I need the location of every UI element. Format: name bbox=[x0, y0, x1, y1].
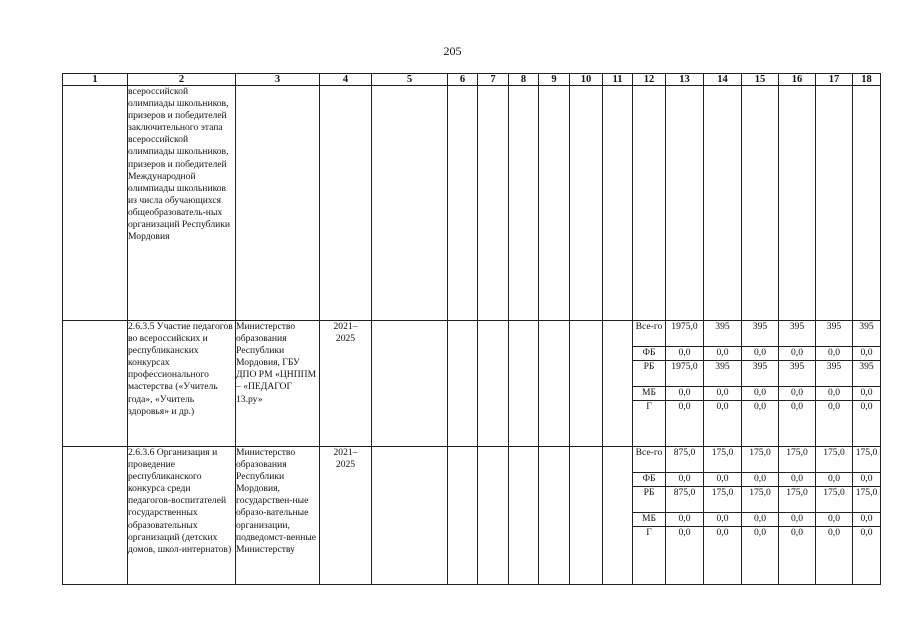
funding-value: 0,0 bbox=[816, 513, 852, 527]
col-header: 4 bbox=[320, 74, 372, 86]
funding-value: 175,0 bbox=[704, 447, 741, 473]
funding-value: 0,0 bbox=[704, 473, 741, 487]
period bbox=[320, 321, 372, 447]
funding-total bbox=[666, 321, 704, 447]
funding-source-label: ФБ bbox=[633, 473, 665, 487]
funding-value: 0,0 bbox=[754, 401, 766, 412]
col-header: 5 bbox=[372, 74, 448, 86]
funding-value: 0,0 bbox=[666, 473, 703, 487]
funding-year bbox=[853, 447, 881, 585]
period-start: 2021– bbox=[333, 447, 358, 458]
funding-value: 0,0 bbox=[678, 527, 691, 538]
funding-value: 875,0 bbox=[666, 487, 703, 513]
funding-value: 175,0 bbox=[816, 447, 852, 473]
funding-source-label: МБ bbox=[633, 513, 665, 527]
funding-value: 0,0 bbox=[704, 513, 741, 527]
funding-value: 0,0 bbox=[828, 527, 840, 538]
funding-year bbox=[853, 321, 881, 447]
funding-source-label: МБ bbox=[633, 387, 665, 401]
col-header: 15 bbox=[742, 74, 779, 86]
funding-value: 0,0 bbox=[704, 387, 741, 401]
funding-year bbox=[816, 321, 853, 447]
page-number: 205 bbox=[443, 44, 462, 58]
funding-value: 175,0 bbox=[779, 487, 815, 513]
funding-value: 0,0 bbox=[716, 401, 729, 412]
funding-source-label: РБ bbox=[633, 361, 665, 387]
funding-value: 0,0 bbox=[742, 473, 778, 487]
col-header: 6 bbox=[448, 74, 478, 86]
funding-year bbox=[742, 447, 779, 585]
funding-value: 0,0 bbox=[860, 401, 873, 412]
funding-value: 0,0 bbox=[853, 513, 880, 527]
funding-value: 0,0 bbox=[853, 473, 880, 487]
funding-value: 395 bbox=[853, 321, 880, 347]
funding-value: 395 bbox=[779, 321, 815, 347]
funding-source-label: РБ bbox=[633, 487, 665, 513]
col-header: 9 bbox=[539, 74, 570, 86]
funding-value: 0,0 bbox=[779, 347, 815, 361]
funding-value: 175,0 bbox=[742, 447, 778, 473]
funding-value: 0,0 bbox=[666, 387, 703, 401]
funding-value: 0,0 bbox=[678, 401, 691, 412]
funding-year bbox=[704, 447, 742, 585]
executor: Министерство образования Республики Мордовия, ГБУ ДПО РМ «ЦНППМ – «ПЕДАГОГ 13.ру» bbox=[236, 321, 320, 447]
funding-year bbox=[742, 321, 779, 447]
funding-value: 0,0 bbox=[666, 513, 703, 527]
executor: Министерство образования Республики Мордовия, государствен-ные образо-вательные организации, подведомст-венные Министерству bbox=[236, 447, 320, 585]
funding-value: 0,0 bbox=[816, 387, 852, 401]
period-start: 2021– bbox=[333, 321, 358, 332]
funding-value: 0,0 bbox=[742, 513, 778, 527]
funding-value: 395 bbox=[704, 321, 741, 347]
col-header: 7 bbox=[478, 74, 509, 86]
col-header: 1 bbox=[63, 74, 128, 86]
funding-sources bbox=[633, 447, 666, 585]
period-end: 2025 bbox=[335, 459, 356, 471]
funding-value: 1975,0 bbox=[666, 361, 703, 387]
funding-source-label: Г bbox=[646, 401, 652, 412]
funding-value: 875,0 bbox=[666, 447, 703, 473]
period-end: 2025 bbox=[335, 333, 356, 345]
funding-value: 395 bbox=[742, 361, 778, 387]
table-row bbox=[63, 321, 881, 447]
funding-value: 0,0 bbox=[853, 387, 880, 401]
funding-year bbox=[779, 321, 816, 447]
funding-value: 0,0 bbox=[828, 401, 840, 412]
funding-value: 0,0 bbox=[860, 527, 873, 538]
funding-value: 395 bbox=[816, 321, 852, 347]
funding-value: 395 bbox=[779, 361, 815, 387]
funding-value: 0,0 bbox=[742, 387, 778, 401]
activity-name: 2.6.3.5 Участие педагогов во всероссийских и республиканских конкурсах профессионального мастерства («Учитель года», «Учитель здоровья» и др.) bbox=[128, 321, 236, 447]
funding-value: 0,0 bbox=[716, 527, 729, 538]
funding-value: 0,0 bbox=[853, 347, 880, 361]
col-header: 14 bbox=[704, 74, 742, 86]
funding-value: 0,0 bbox=[791, 527, 803, 538]
table-row bbox=[63, 447, 881, 585]
funding-value: 0,0 bbox=[666, 347, 703, 361]
col-header: 16 bbox=[779, 74, 816, 86]
col-header: 10 bbox=[570, 74, 603, 86]
funding-value: 395 bbox=[742, 321, 778, 347]
funding-value: 175,0 bbox=[853, 487, 880, 513]
funding-value: 175,0 bbox=[779, 447, 815, 473]
funding-value: 0,0 bbox=[816, 347, 852, 361]
funding-value: 0,0 bbox=[779, 387, 815, 401]
funding-year bbox=[816, 447, 853, 585]
funding-sources bbox=[633, 321, 666, 447]
funding-value: 175,0 bbox=[816, 487, 852, 513]
funding-source-label: ФБ bbox=[633, 347, 665, 361]
table-row-continued bbox=[63, 86, 881, 321]
period bbox=[320, 447, 372, 585]
funding-total bbox=[666, 447, 704, 585]
funding-value: 0,0 bbox=[742, 347, 778, 361]
funding-value: 0,0 bbox=[791, 401, 803, 412]
funding-value: 175,0 bbox=[853, 447, 880, 473]
col-header: 2 bbox=[128, 74, 236, 86]
funding-value: 0,0 bbox=[779, 513, 815, 527]
program-table bbox=[62, 73, 881, 585]
col-header: 11 bbox=[603, 74, 633, 86]
activity-name: 2.6.3.6 Организация и проведение республиканского конкурса среди педагогов-воспитателей государственных образовательных организаций (детских домов, школ-интернатов) bbox=[128, 447, 236, 585]
funding-year bbox=[779, 447, 816, 585]
funding-value: 175,0 bbox=[704, 487, 741, 513]
funding-value: 175,0 bbox=[742, 487, 778, 513]
funding-value: 395 bbox=[816, 361, 852, 387]
header-row bbox=[63, 74, 881, 86]
col-header: 17 bbox=[816, 74, 853, 86]
funding-source-label: Все-го bbox=[633, 447, 665, 473]
funding-value: 0,0 bbox=[816, 473, 852, 487]
col-header: 18 bbox=[853, 74, 881, 86]
activity-name: всероссийской олимпиады школьников, призеров и победителей заключительного этапа всероссийской олимпиады школьников, призеров и победителей Международной олимпиады школьников из числа обучающихся общеобразователь-ных организаций Республики Мордовия bbox=[128, 86, 236, 321]
funding-value: 0,0 bbox=[704, 347, 741, 361]
funding-source-label: Г bbox=[646, 527, 652, 538]
funding-value: 395 bbox=[704, 361, 741, 387]
funding-value: 0,0 bbox=[779, 473, 815, 487]
funding-source-label: Все-го bbox=[633, 321, 665, 347]
col-header: 12 bbox=[633, 74, 666, 86]
col-header: 13 bbox=[666, 74, 704, 86]
funding-year bbox=[704, 321, 742, 447]
col-header: 8 bbox=[509, 74, 539, 86]
funding-value: 1975,0 bbox=[666, 321, 703, 347]
funding-value: 0,0 bbox=[754, 527, 766, 538]
col-header: 3 bbox=[236, 74, 320, 86]
funding-value: 395 bbox=[853, 361, 880, 387]
